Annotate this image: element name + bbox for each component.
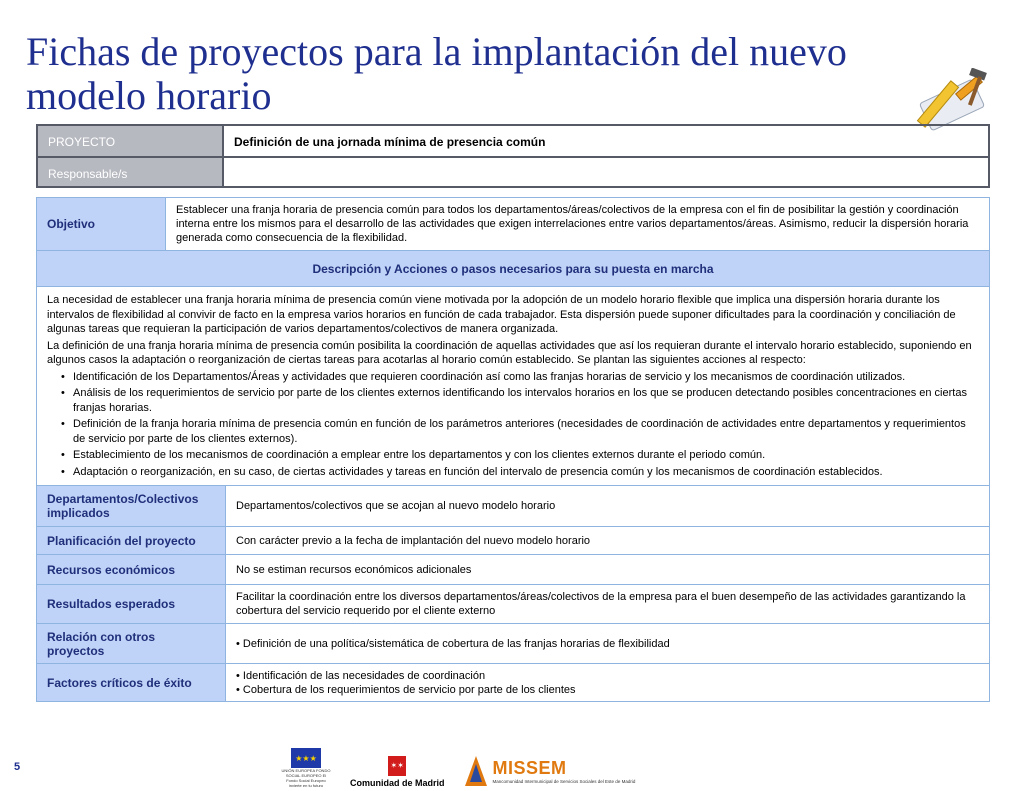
- resources-row: [37, 554, 989, 584]
- missem-logo: MISSEM Mancomunidad Intermunicipal de Servicios Sociales del Este de Madrid: [463, 754, 636, 788]
- responsible-value: [224, 158, 988, 186]
- footer-logos: [280, 748, 635, 788]
- project-name: Definición de una jornada mínima de presencia común: [234, 135, 546, 149]
- relation-item: • Definición de una política/sistemática de cobertura de las franjas horarias de flexibilidad: [236, 637, 670, 650]
- eu-flag-icon: ★★★: [291, 748, 321, 768]
- actions-list: [47, 370, 979, 480]
- departments-row: [37, 485, 989, 526]
- relation-row: [37, 623, 989, 663]
- relation-value: [226, 624, 989, 663]
- results-label: Resultados esperados: [37, 585, 226, 623]
- success-item: • Identificación de las necesidades de coordinación: [236, 669, 486, 682]
- success-row: [37, 663, 989, 701]
- action-item: • Identificación de los Departamentos/Áreas y actividades que requieren coordinación así como las franjas horarias de servicio y los mecanismos de coordinación utilizados.: [61, 370, 979, 385]
- departments-value: Departamentos/colectivos que se acojan al nuevo modelo horario: [236, 500, 556, 512]
- planning-value: Con carácter previo a la fecha de implantación del nuevo modelo horario: [236, 534, 591, 547]
- action-item: • Definición de la franja horaria mínima de presencia común en función de los parámetros anteriores (necesidades de coordinación de actividades entre departamentos y requerimientos de servicio por parte de los clientes externos).: [61, 417, 979, 446]
- relation-label: Relación con otros proyectos: [37, 624, 226, 663]
- resources-label: Recursos económicos: [37, 555, 226, 584]
- objective-label: Objetivo: [37, 198, 166, 250]
- departments-label: Departamentos/Colectivos implicados: [37, 486, 226, 526]
- eu-logo: ★★★ UNIÓN EUROPEA FONDO SOCIAL EUROPEO El Fondo Social Europeo invierte en tu futuro: [280, 748, 332, 788]
- results-value: Facilitar la coordinación entre los diversos departamentos/áreas/colectivos de la empresa para el buen desempeño de las actividades garantizando la cobertura del servicio requerido por el cliente externo: [236, 591, 966, 617]
- project-label: PROYECTO: [38, 126, 224, 156]
- results-row: [37, 584, 989, 623]
- page-number: 5: [14, 761, 21, 773]
- description-heading: Descripción y Acciones o pasos necesarios para su puesta en marcha: [37, 250, 989, 286]
- objective-row: [37, 198, 989, 250]
- objective-text: Establecer una franja horaria de presencia común para todos los departamentos/áreas/colectivos de la empresa con el fin de posibilitar la gestión y coordinación interna entre los mismos para el desarrollo de las actividades que exigen interrelaciones entre varios departamentos/áreas. Asimismo, reducir la dispersión horaria generada como consecuencia de la flexibilidad.: [176, 204, 969, 244]
- planning-row: [37, 526, 989, 554]
- responsible-row: [38, 156, 988, 186]
- success-item: • Cobertura de los requerimientos de servicio por parte de los clientes: [236, 683, 576, 696]
- description-paragraph-2: La definición de una franja horaria mínima de presencia común posibilita la coordinación de aquellas actividades que así los requieran durante el intervalo horario establecido, suponiendo en algunos casos la adaptación o reorganización de ciertas tareas para acotarlas al horario común establecido. Se plantan las siguientes acciones al respecto:: [47, 339, 972, 366]
- page-title: Fichas de proyectos para la implantación del nuevo modelo horario: [26, 29, 847, 118]
- project-header-table: [36, 124, 990, 188]
- description-paragraph-1: La necesidad de establecer una franja horaria mínima de presencia común viene motivada por la adopción de un modelo horario flexible que implica una dispersión horaria durante los intervalos de flexibilidad al convivir de facto en la empresa varios horarios en función de cada trabajador. Esta dispersión puede suponer dificultades para la coordinación y conciliación de algunas tareas que requieran la participación de varios departamentos/colectivos de manera organizada.: [47, 294, 956, 335]
- action-item: • Establecimiento de los mecanismos de coordinación a emplear entre los departamentos y con los clientes externos durante el periodo común.: [61, 448, 979, 463]
- missem-mark-icon: [463, 754, 489, 788]
- success-label: Factores críticos de éxito: [37, 664, 226, 701]
- success-value: [226, 664, 989, 701]
- comunidad-madrid-logo: ✶✶ Comunidad de Madrid: [350, 756, 445, 788]
- action-item: • Análisis de los requerimientos de servicio por parte de los clientes externos identificando los intervalos horarios en los que se producen detectando posibles concentraciones en ciertas franjas horarias.: [61, 386, 979, 415]
- action-item: • Adaptación o reorganización, en su caso, de ciertas actividades y tareas en función del intervalo de presencia común y los mecanismos de coordinación establecidos.: [61, 465, 979, 480]
- responsible-label: Responsable/s: [38, 158, 224, 186]
- project-detail-table: [36, 197, 990, 702]
- description-body: [37, 286, 989, 485]
- planning-label: Planificación del proyecto: [37, 527, 226, 554]
- resources-value: No se estiman recursos económicos adicionales: [236, 563, 472, 576]
- project-row: [38, 126, 988, 156]
- madrid-stars-icon: ✶✶: [388, 756, 406, 776]
